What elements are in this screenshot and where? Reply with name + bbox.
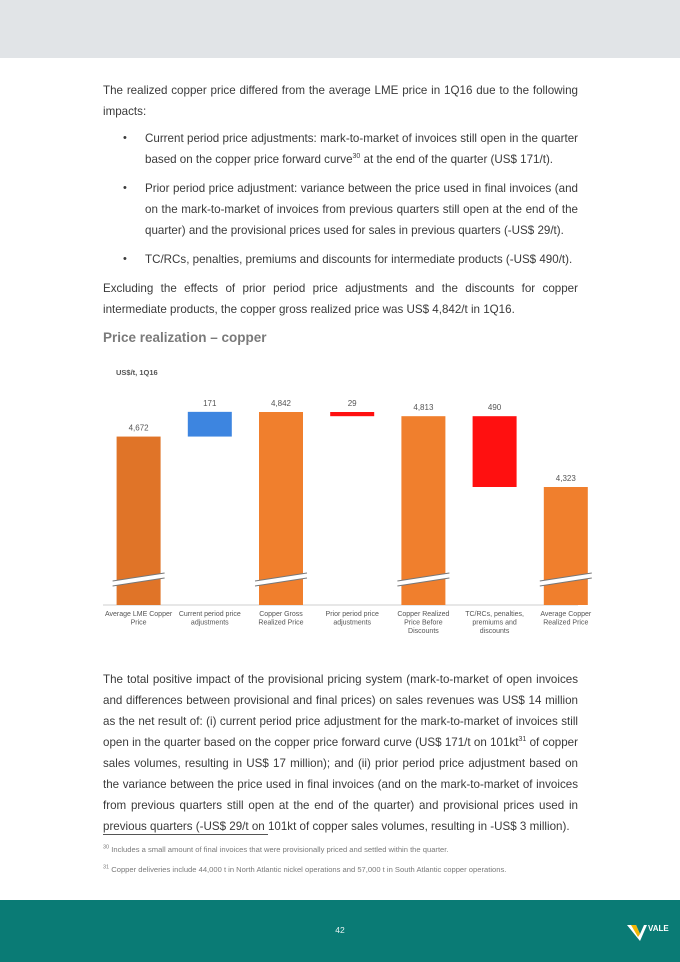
data-label: 4,813 <box>413 403 434 413</box>
data-label: 4,672 <box>128 423 149 433</box>
impact-list <box>103 128 578 270</box>
data-label: 4,323 <box>555 474 576 483</box>
list-item: • Prior period price adjustment: variance between the price used in final invoices (and on the mark-to-market of invoices from previous quarters still open at the end of the quarter) and the provisional prices used for sales in previous quarters (-US$ 29/t). <box>103 178 578 241</box>
x-tick-label-line: Copper Realized <box>397 611 450 618</box>
logo-text: VALE <box>648 924 669 933</box>
data-label: 171 <box>203 398 217 408</box>
bullet-icon: • <box>123 132 127 144</box>
x-tick-label-line: Prior period price <box>325 611 379 618</box>
bar-4[interactable] <box>330 412 374 416</box>
provisional-pricing-paragraph: The total positive impact of the provisional pricing system (mark-to-market of open invoices and differences between provisional and final prices) on sales revenues was US$ 14 million as the net result of: (i) current period price adjustment for the mark-to-market of invoices still open in the quarter based on the copper price forward curve (US$ 171/t on $101kt^{31}$ of copper sales volumes, resulting in US$ 17 million); and (ii) prior period price adjustment based on the variance between the price used in final invoices (and on the mark-to-market of invoices from previous quarters still open at the end of the quarter) and provisional prices used in previous quarters (-US$ 29/t on 101kt of copper sales volumes, resulting in -US$ 3 million). <box>103 673 578 833</box>
x-tick-label-line: Copper Gross <box>259 611 303 618</box>
data-label: 4,842 <box>270 399 292 408</box>
bar-6[interactable] <box>473 416 517 487</box>
x-tick-label <box>326 611 379 627</box>
bar-2[interactable] <box>188 412 232 437</box>
x-tick-label-line: premiums and <box>472 619 517 627</box>
x-tick-label-line: Realized Price <box>543 619 589 627</box>
x-tick-label <box>540 611 592 627</box>
excluding-paragraph: Excluding the effects of prior period price adjustments and the discounts for copper intermediate products, the copper gross realized price was US$ 4,842/t in 1Q16. <box>103 282 578 316</box>
section-title: Price realization – copper <box>103 330 267 345</box>
bullet-icon: • <box>123 253 127 265</box>
footer-band <box>0 900 680 962</box>
footnote-ref[interactable]: 30 <box>352 153 361 161</box>
page-number: 42 <box>335 925 345 935</box>
x-tick-label <box>105 611 173 627</box>
data-label: 490 <box>487 403 502 413</box>
chart-unit-label: US$/t, 1Q16 <box>116 368 158 377</box>
x-tick-label-line: Current period price <box>178 611 241 618</box>
x-tick-label <box>258 611 303 627</box>
header-band <box>0 0 680 58</box>
x-tick-label <box>179 611 241 627</box>
bar-7[interactable] <box>544 487 588 605</box>
list-item: • Current period price adjustments: mark-to-market of invoices still open in the quarter based on the copper price forward curve$^{30}$ at the end of the quarter (US$ 171/t). <box>103 128 578 170</box>
footnote-ref[interactable]: 31 <box>518 736 527 744</box>
x-tick-label <box>465 611 524 635</box>
intro-paragraph: The realized copper price differed from the average LME price in 1Q16 due to the following impacts: <box>103 84 578 118</box>
x-tick-label-line: discounts <box>479 628 510 635</box>
data-label: 29 <box>347 399 357 408</box>
footnote: $^{30}$ Includes a small amount of final invoices that were provisionally priced and settled within the quarter. <box>103 844 449 854</box>
footnotes <box>103 843 583 883</box>
body-text <box>103 80 578 320</box>
waterfall-chart <box>103 362 592 642</box>
x-tick-label-line: TC/RCs, penalties, <box>465 611 524 618</box>
footnote-divider <box>103 834 268 835</box>
x-tick-label-line: Discounts <box>408 628 439 635</box>
x-tick-label-line: Average LME Copper <box>105 611 173 618</box>
x-tick-label-line: Price Before <box>404 619 443 627</box>
list-item: • TC/RCs, penalties, premiums and discounts for intermediate products (-US$ 490/t). <box>103 249 578 270</box>
footnote: $^{31}$ Copper deliveries include 44,000 t in North Atlantic nickel operations and 57,000 t in South Atlantic copper operations. <box>103 864 507 874</box>
x-tick-label-line: Price <box>130 619 147 627</box>
x-tick-label <box>397 611 449 635</box>
x-tick-label-line: adjustments <box>190 619 229 627</box>
bullet-icon: • <box>123 182 127 194</box>
x-tick-label-line: Realized Price <box>258 619 304 627</box>
x-tick-label-line: adjustments <box>333 619 372 627</box>
x-tick-label-line: Average Copper <box>540 611 592 618</box>
